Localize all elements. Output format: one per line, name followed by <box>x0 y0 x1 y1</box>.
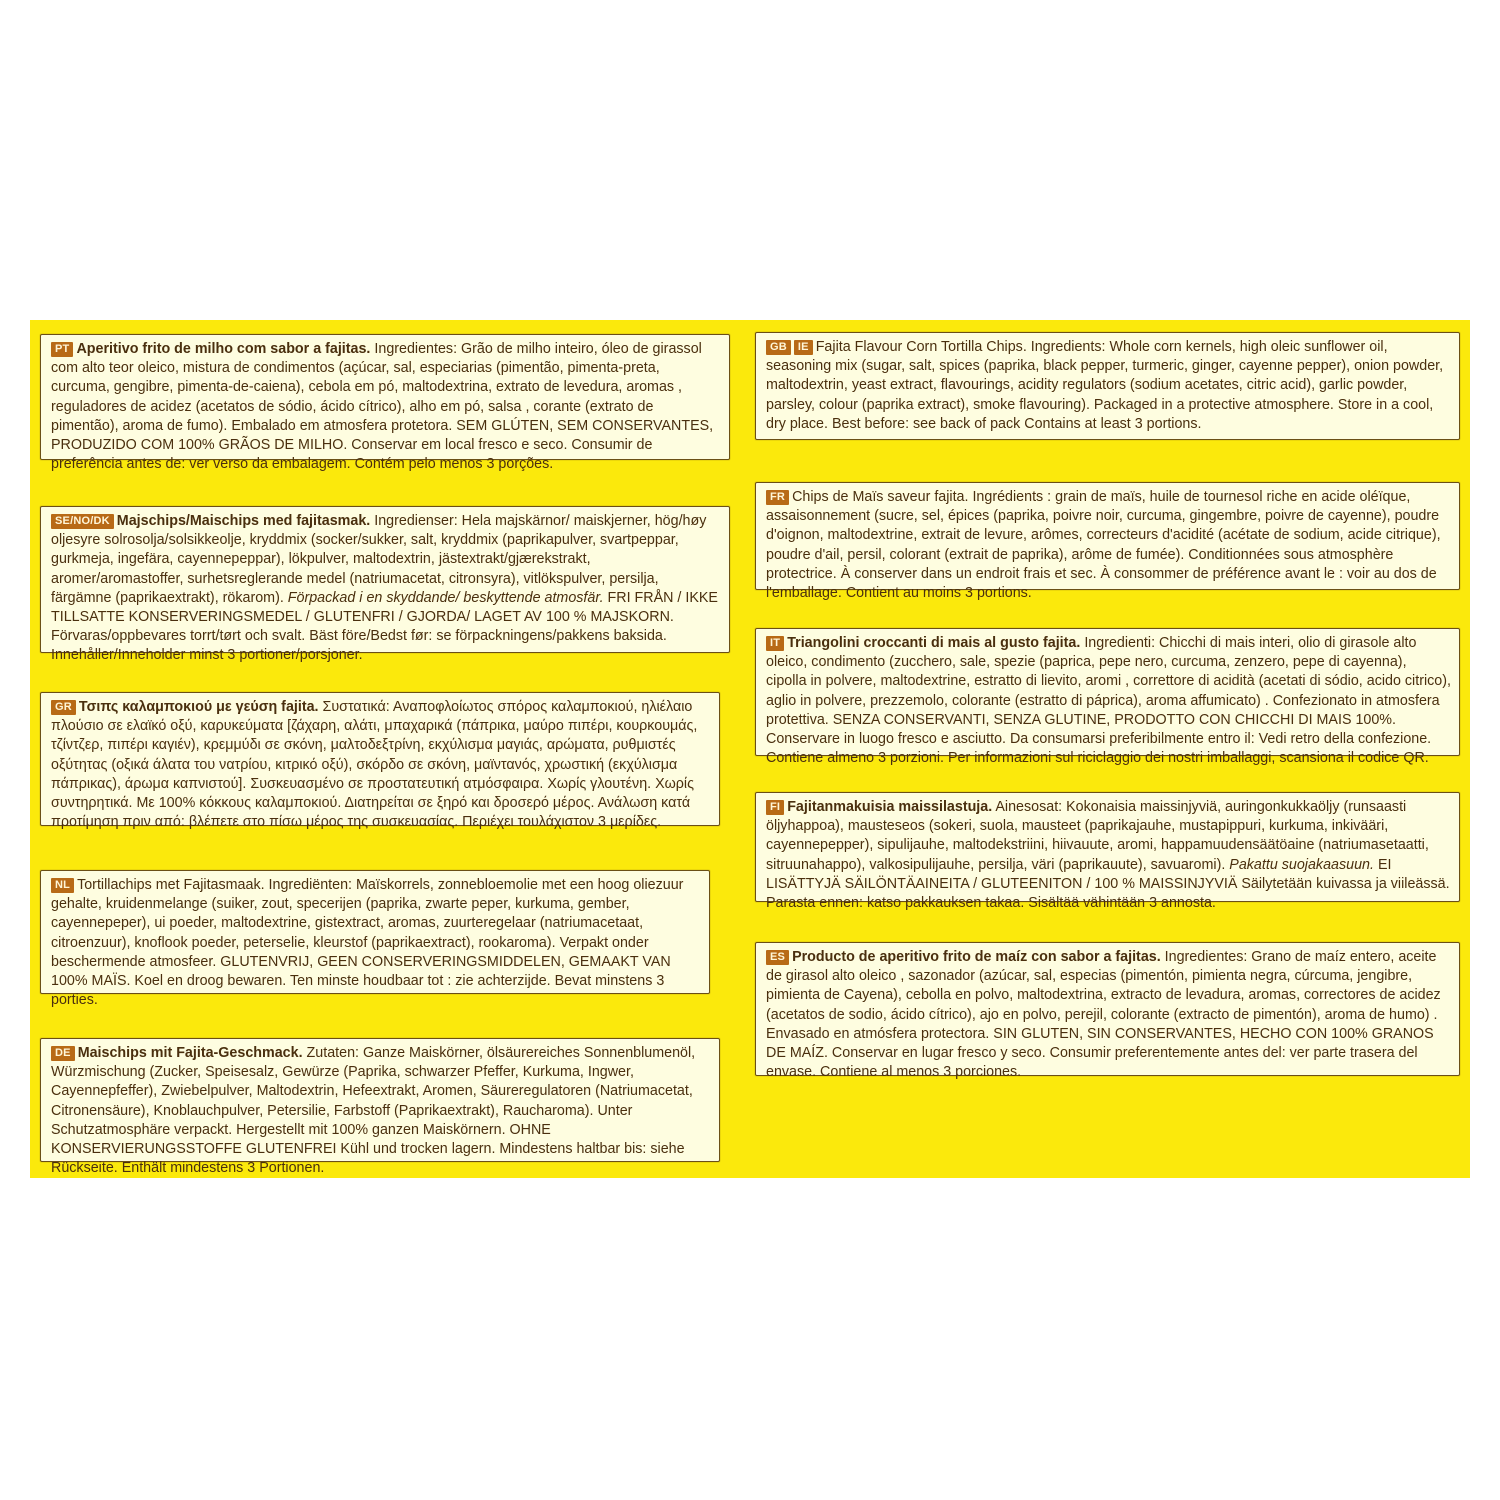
language-tag-fr: FR <box>766 490 789 505</box>
ingredient-label-it <box>755 628 1460 767</box>
ingredient-label-se-no-dk <box>40 506 730 664</box>
label-body2-fi: EI LISÄTTYJÄ SÄILÖNTÄAINEITA / GLUTEENITON / 100 % MAISSINJYVIÄ Säilytetään kuivassa ja viileässä. Parasta ennen: katso pakkauksen takaa. Sisältää vähintään 3 annosta. <box>766 856 1450 912</box>
language-tag-ie: IE <box>794 340 813 355</box>
label-body-se-no-dk: Ingredienser: Hela majskärnor/ maiskjerner, hög/høy oljesyre solrosolja/solsikkeolje, kryddmix (socker/sukker, salt, kryddmix (paprikapulver, svartpeppar, gurkmeja, ingefära, cayennepeppar), lökpulver, maltodextrin, jästextrakt/gjærekstrakt, aromer/aromastoffer, surhetsreglerande medel (natriumacetat, citronsyra), vitlökspulver, persilja, färgämne (paprikaextrakt), rökarom). <box>51 513 707 606</box>
label-body-fi: Ainesosat: Kokonaisia maissinjyviä, auringonkukkaöljy (runsaasti öljyhappoa), mausteseos (sokeri, suola, mausteet (paprikajauhe, mustapippuri, kurkuma, inkivääri, cayennepepper), sipulijauhe, maltodekstriini, hiivauute, aromi, happamuudensäätöaine (natriumasetaatti, sitruunahappo), valkosipulijauhe, persilja, väri (paprikauute), savuaromi). <box>766 799 1429 873</box>
ingredient-label-gr <box>40 692 720 831</box>
label-body-de: Zutaten: Ganze Maiskörner, ölsäurereiches Sonnenblumenöl, Würzmischung (Zucker, Speisesalz, Gewürze (Paprika, schwarzer Pfeffer, Kurkuma, Ingwer, Cayennepfeffer), Zwiebelpulver, Maltodextrin, Hefeextrakt, Aromen, Säureregulatoren (Natriumacetat, Citronensäure), Knoblauchpulver, Petersilie, Farbstoff (Paprikaextrakt), Raucharoma). Unter Schutzatmosphäre verpackt. Hergestellt mit 100% ganzen Maiskörnern. OHNE KONSERVIERUNGSSTOFFE GLUTENFREI Kühl und trocken lagern. Mindestens haltbar bis: siehe Rückseite. Enthält mindestens 3 Portionen. <box>51 1045 696 1177</box>
language-tag-nl: NL <box>51 878 74 893</box>
language-tag-it: IT <box>766 636 784 651</box>
language-tag-gr: GR <box>51 700 76 715</box>
label-title-de: Maischips mit Fajita-Geschmack. <box>77 1045 303 1061</box>
language-tag-pt: PT <box>51 342 73 357</box>
ingredient-label-nl <box>40 870 710 1009</box>
label-body-it: Ingredienti: Chicchi di mais interi, olio di girasole alto oleico, condimento (zucchero, sale, spezie (paprica, pepe nero, curcuma, zenzero, pepe di cayenna), cipolla in polvere, maltodextrine, estratto di lievito, aromi , correttore di acidità (acetati di sódio, acido citrico), aglio in polvere, prezzemolo, colorante (estratto di páprica), aroma affumicato) . Confezionato in atmosfera protettiva. SENZA CONSERVANTI, SENZA GLUTINE, PRODOTTO CON CHICCHI DI MAIS 100%. Conservare in luogo fresco e asciutto. Da consumarsi preferibilmente entro il: Vedi retro della confezione. Contiene almeno 3 porzioni. Per informazioni sul riciclaggio dei nostri imballaggi, scansiona il codice QR. <box>766 635 1451 767</box>
label-title-gr: Τσιπς καλαμποκιού με γεύση fajita. <box>78 699 319 715</box>
label-title-it: Triangolini croccanti di mais al gusto fajita. <box>787 635 1081 651</box>
ingredient-label-es <box>755 942 1460 1081</box>
language-tag-de: DE <box>51 1046 75 1061</box>
ingredient-label-fr <box>755 482 1460 602</box>
label-italic-fi: Pakattu suojakaasuun. <box>1225 856 1374 873</box>
label-body-nl: Tortillachips met Fajitasmaak. Ingrediënten: Maïskorrels, zonnebloemolie met een hoog oliezuur gehalte, kruidenmelange (suiker, zout, specerijen (paprika, zwarte peper, kurkuma, gember, cayennepeper), ui poeder, maltodextrine, gistextract, aromas, zuurteregelaar (natriumacetaat, citroenzuur), knoflook poeder, peterselie, kleurstof (paprikaextract), rookaroma). Verpakt onder beschermende atmosfeer. GLUTENVRIJ, GEEN CONSERVERINGSMIDDELEN, GEMAAKT VAN 100% MAÏS. Koel en droog bewaren. Ten minste houdbaar tot : zie achterzijde. Bevat minstens 3 porties. <box>51 877 684 1009</box>
label-title-se-no-dk: Majschips/Maischips med fajitasmak. <box>116 513 371 529</box>
label-body-fr: Chips de Maïs saveur fajita. Ingrédients : grain de maïs, huile de tournesol riche en acide oléïque, assaisonnement (sucre, sel, épices (paprika, poivre noir, curcuma, gingembre, poivre de cayenne), poudre d'oignon, maltodextrine, extrait de levure, arômes, correcteurs d'acidité (acétate de sodium, acide citrique), poudre d'ail, persil, colorant (extrait de paprika), arôme de fumée). Conditionnées sous atmosphère protectrice. À conserver dans un endroit frais et sec. À consommer de préférence avant le : voir au dos de l'emballage. Contient au moins 3 portions. <box>766 489 1441 602</box>
label-title-fi: Fajitanmakuisia maissilastuja. <box>787 799 993 815</box>
ingredient-label-de <box>40 1038 720 1177</box>
language-tag-se-no-dk: SE/NO/DK <box>51 514 114 529</box>
ingredient-label-fi <box>755 792 1460 912</box>
label-title-pt: Aperitivo frito de milho com sabor a fajitas. <box>76 341 371 357</box>
yellow-label-panel <box>30 320 1470 1178</box>
label-body-es: Ingredientes: Grano de maíz entero, aceite de girasol alto oleico , sazonador (azúcar, sal, especias (pimentón, pimienta negra, cúrcuma, jengibre, pimienta de Cayena), cebolla en polvo, maltodextrina, extracto de levadura, aromas, correctores de acidez (acetatos de sodio, ácido cítrico), ajo en polvo, perejil, colorante (extracto de pimentón), aroma de humo) . Envasado en atmósfera protectora. SIN GLUTEN, SIN CONSERVANTES, HECHO CON 100% GRANOS DE MAÍZ. Conservar en lugar fresco y seco. Consumir preferentemente antes del: ver parte trasera del envase. Contiene al menos 3 porciones. <box>766 949 1441 1081</box>
language-tag-gb: GB <box>766 340 791 355</box>
ingredient-label-pt <box>40 334 730 473</box>
label-body2-se-no-dk: FRI FRÅN / IKKE TILLSATTE KONSERVERINGSMEDEL / GLUTENFRI / GJORDA/ LAGET AV 100 % MAJSKORN. Förvaras/oppbevares torrt/tørt och svalt. Bäst före/Bedst før: se förpackningens/pakkens baksida. Innehåller/Inneholder minst 3 portioner/porsjoner. <box>51 589 718 664</box>
label-body-gr: Συστατικά: Αναποφλοίωτος σπόρος καλαμποκιού, ηλιέλαιο πλούσιο σε ελαϊκό οξύ, καρυκεύματα [ζάχαρη, αλάτι, μπαχαρικά (πάπρικα, μαύρο πιπέρι, κουρκουμάς, τζίντζερ, πιπέρι καγιέν), κρεμμύδι σε σκόνη, μαλτοδεξτρίνη, εκχύλισμα μαγιάς, αρώματα, ρυθμιστές οξύτητας (οξικά άλατα του νατρίου, κιτρικό οξύ), σκόρδο σε σκόνη, μαϊντανός, χρωστική (εκχύλισμα πάπρικας), άρωμα καπνιστού]. Συσκευασμένο σε προστατευτική ατμόσφαιρα. Χωρίς γλουτένη. Χωρίς συντηρητικά. Με 100% κόκκους καλαμποκιού. Διατηρείται σε ξηρό και δροσερό μέρος. Ανάλωση κατά προτίμηση πριν από: βλέπετε στο πίσω μέρος της συσκευασίας. Περιέχει τουλάχιστον 3 μερίδες. <box>51 699 698 831</box>
language-tag-es: ES <box>766 950 789 965</box>
label-body-pt: Ingredientes: Grão de milho inteiro, óleo de girassol com alto teor oleico, mistura de condimentos (açúcar, sal, especiarias (pimentão, pimenta-preta, curcuma, gengibre, pimenta-de-caiena), cebola em pó, maltodextrina, extrato de levedura, aromas , reguladores de acidez (acetatos de sódio, ácido cítrico), alho em pó, salsa , corante (extrato de pimentão), aroma de fumo). Embalado em atmosfera protetora. SEM GLÚTEN, SEM CONSERVANTES, PRODUZIDO COM 100% GRÃOS DE MILHO. Conservar em local fresco e seco. Consumir de preferência antes de: ver verso da embalagem. Contém pelo menos 3 porções. <box>51 341 714 473</box>
label-italic-se-no-dk: Förpackad i en skyddande/ beskyttende atmosfär. <box>283 589 604 606</box>
label-title-es: Producto de aperitivo frito de maíz con sabor a fajitas. <box>792 949 1161 965</box>
language-tag-fi: FI <box>766 800 784 815</box>
ingredient-label-gb-ie <box>755 332 1460 440</box>
label-body-gb-ie: Fajita Flavour Corn Tortilla Chips. Ingredients: Whole corn kernels, high oleic sunflower oil, seasoning mix (sugar, salt, spices (paprika, black pepper, turmeric, ginger, cayenne pepper), onion powder, maltodextrin, yeast extract, flavourings, acidity regulators (sodium acetates, citric acid), garlic powder, parsley, colour (paprika extract), smoke flavouring). Packaged in a protective atmosphere. Store in a cool, dry place. Best before: see back of pack Contains at least 3 portions. <box>766 339 1444 432</box>
